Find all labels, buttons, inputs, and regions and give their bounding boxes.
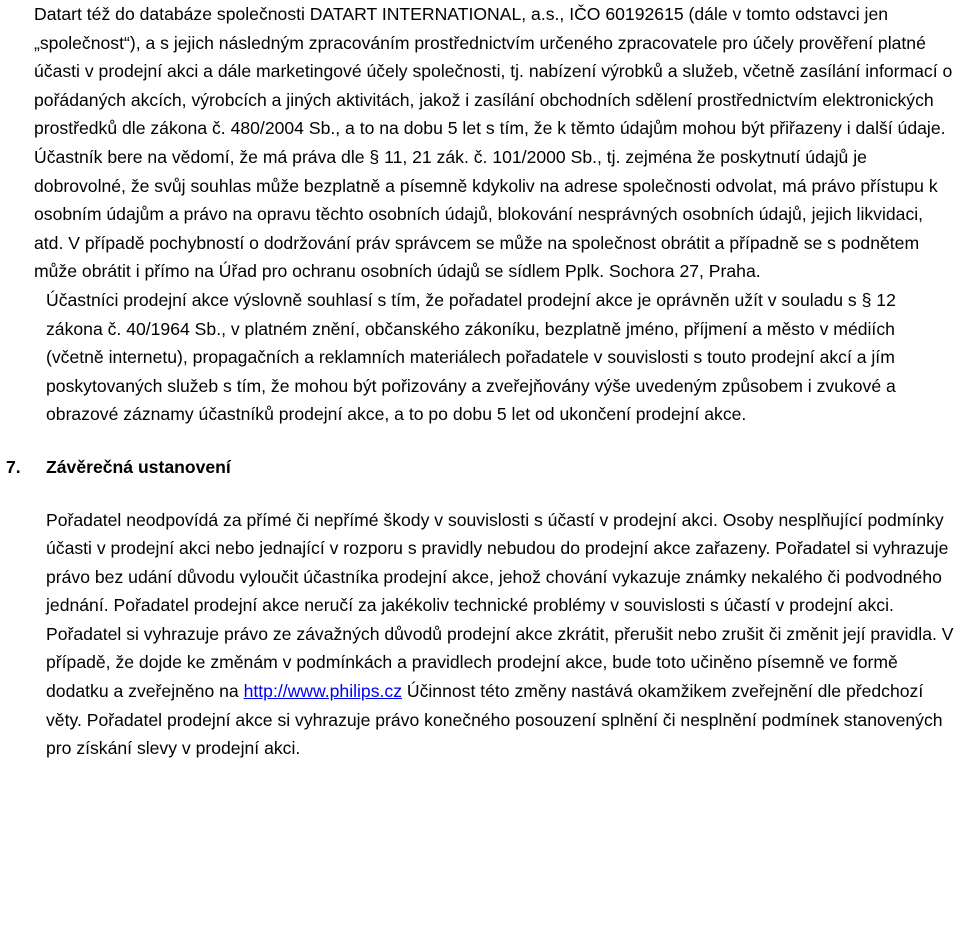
philips-link[interactable]: http://www.philips.cz [243, 681, 402, 702]
final-provisions-paragraph [46, 506, 954, 763]
publicity-paragraph: Účastníci prodejní akce výslovně souhlasí s tím, že pořadatel prodejní akce je oprávněn užít v souladu s § 12 zákona č. 40/1964 Sb., v platném znění, občanského zákoníku, bezplatně jméno, příjmení a město v médiích (včetně internetu), propagačních a reklamních materiálech pořadatele v souvislosti s touto prodejní akcí a jím poskytovaných služeb s tím, že mohou být pořizovány a zveřejňovány výše uvedeným způsobem i zvukové a obrazové záznamy účastníků prodejní akce, a to po dobu 5 let od ukončení prodejní akce. [46, 289, 896, 425]
section-title: Závěrečná ustanovení [46, 456, 231, 477]
final-provisions-text-end: Účinnost této změny nastává okamžikem zveřejnění dle předchozí věty. Pořadatel prodejní akce si vyhrazuje právo konečného posouzení splnění či nesplnění podmínek stanovených pro získání slevy v prodejní akci. [46, 681, 943, 759]
consent-paragraph: Datart též do databáze společnosti DATART INTERNATIONAL, a.s., IČO 60192615 (dále v tomto odstavci jen „společnost“), a s jejich následným zpracováním prostřednictvím určeného zpracovatele pro účely prověření platné účasti v prodejní akci a dále marketingové účely společnosti, tj. nabízení výrobků a služeb, včetně zasílání informací o pořádaných akcích, výrobcích a jiných aktivitách, jakož i zasílání obchodních sdělení prostřednictvím elektronických prostředků dle zákona č. 480/2004 Sb., a to na dobu 5 let s tím, že k těmto údajům mohou být přiřazeny i další údaje. Účastník bere na vědomí, že má práva dle § 11, 21 zák. č. 101/2000 Sb., tj. zejména že poskytnutí údajů je dobrovolné, že svůj souhlas může bezplatně a písemně kdykoliv na adrese společnosti odvolat, má právo přístupu k osobním údajům a právo na opravu těchto osobních údajů, blokování nesprávných osobních údajů, jejich likvidaci, atd. V případě pochybností o dodržování práv správcem se může na společnost obrátit a případně se s podnětem může obrátit i přímo na Úřad pro ochranu osobních údajů se sídlem Pplk. Sochora 27, Praha. [34, 4, 953, 282]
final-provisions-text: Pořadatel neodpovídá za přímé či nepřímé škody v souvislosti s účastí v prodejní akci. Osoby nesplňující podmínky účasti v prodejní akci nebo jednající v rozporu s pravidly nebudou do prodejní akce zařazeny. Pořadatel si vyhrazuje právo bez udání důvodu vyloučit účastníka prodejní akce, jehož chování vykazuje známky nekalého či podvodného jednání. Pořadatel prodejní akce neručí za jakékoliv technické problémy v souvislosti s účastí v prodejní akci. Pořadatel si vyhrazuje právo ze závažných důvodů prodejní akce zkrátit, přerušit nebo zrušit či změnit její pravidla. V případě, že dojde ke změnám v podmínkách a pravidlech prodejní akce, bude toto učiněno písemně ve formě dodatku a zveřejněno na [46, 509, 954, 702]
section-number: 7. [6, 456, 21, 477]
section-heading [6, 453, 954, 482]
